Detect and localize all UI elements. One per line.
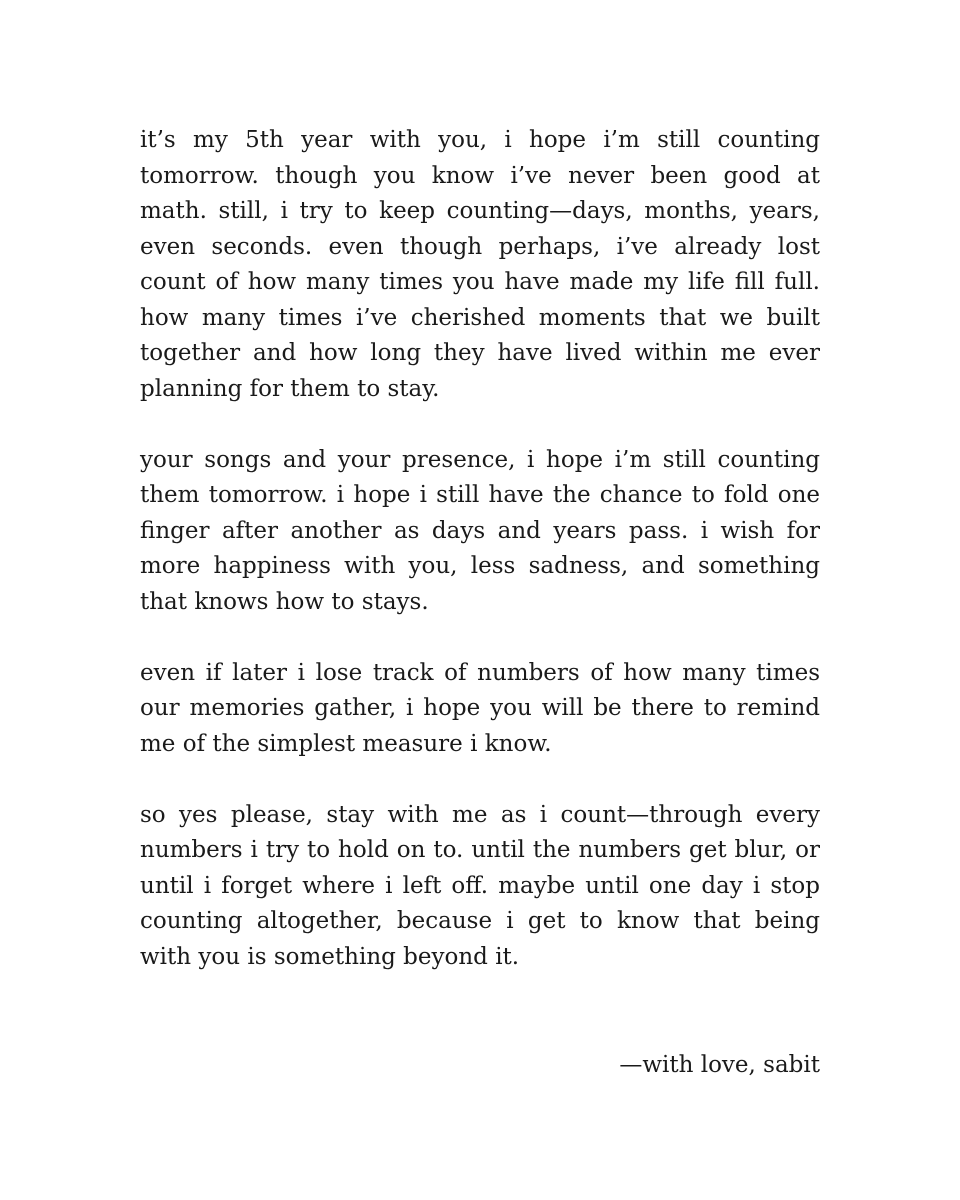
letter-paragraph-4: so yes please, stay with me as i count—through every numbers i try to hold on to. until the numbers get blur, or until i forget where i left off. maybe until one day i stop counting altogether, because i get to know that being with you is something beyond it.: [140, 801, 820, 970]
letter-signature: —with love, sabit: [619, 1052, 820, 1078]
letter-paragraph-2: your songs and your presence, i hope i’m still counting them tomorrow. i hope i still have the chance to fold one finger after another as days and years pass. i wish for more happiness with you, less sadness, and something that knows how to stays.: [140, 446, 820, 615]
letter-paragraph-3: even if later i lose track of numbers of how many times our memories gather, i hope you will be there to remind me of the simplest measure i know.: [140, 659, 820, 757]
letter-body: [140, 123, 820, 1011]
letter-paragraph-1: it’s my 5th year with you, i hope i’m still counting tomorrow. though you know i’ve never been good at math. still, i try to keep counting—days, months, years, even seconds. even though perhaps, i’ve already lost count of how many times you have made my life fill full. how many times i’ve cherished moments that we built together and how long they have lived within me ever planning for them to stay.: [140, 127, 820, 402]
